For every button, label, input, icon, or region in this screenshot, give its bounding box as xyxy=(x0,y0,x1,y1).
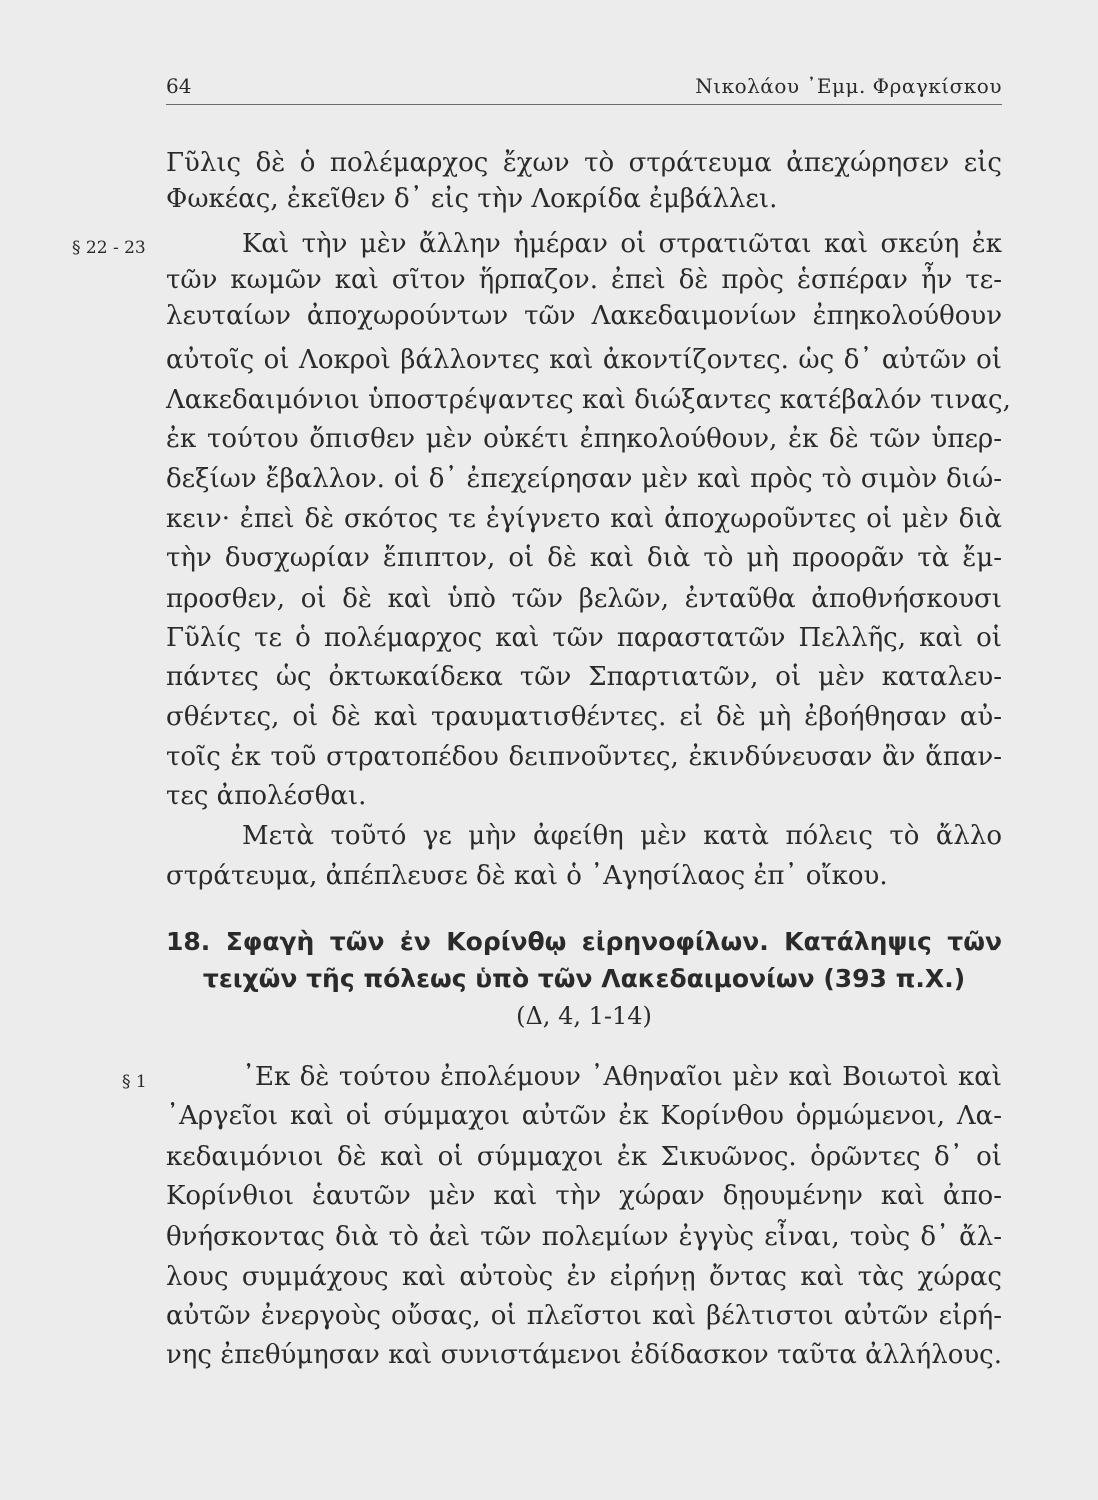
section-heading-line-2: τειχῶν τῆς πόλεως ὑπὸ τῶν Λακεδαιμονίων (393 π.Χ.) xyxy=(202,964,966,993)
text-line: Μετὰ τοῦτό γε μὴν ἀφείθη μὲν κατὰ πόλεις τὸ ἄλλο xyxy=(242,821,1002,851)
text-line: τῶν κωμῶν καὶ σῖτον ἥρπαζον. ἐπεὶ δὲ πρὸς ἑσπέραν ἦν τε- xyxy=(166,265,1002,295)
text-line: κειν· ἐπεὶ δὲ σκότος τε ἐγίγνετο καὶ ἀποχωροῦντες οἱ μὲν διὰ xyxy=(166,504,1002,534)
margin-note-section-22-23: § 22 - 23 xyxy=(72,238,146,258)
text-line: δεξίων ἔβαλλον. οἱ δ᾿ ἐπεχείρησαν μὲν καὶ πρὸς τὸ σιμὸν διώ- xyxy=(166,464,1002,494)
page-header xyxy=(166,74,1002,104)
running-head: Νικολάου ᾿Εμμ. Φραγκίσκου xyxy=(695,74,1002,98)
text-line: ἐκ τούτου ὄπισθεν μὲν οὐκέτι ἐπηκολούθουν, ἐκ δὲ τῶν ὑπερ- xyxy=(166,424,1002,454)
text-line: αὐτοῖς οἱ Λοκροὶ βάλλοντες καὶ ἀκοντίζοντες. ὡς δ᾿ αὐτῶν οἱ xyxy=(166,345,1002,375)
text-line: στράτευμα, ἀπέπλευσε δὲ καὶ ὁ ᾿Αγησίλαος ἐπ᾿ οἴκου. xyxy=(166,861,888,891)
text-line: νης ἐπεθύμησαν καὶ συνιστάμενοι ἐδίδασκον ταῦτα ἀλλήλους. xyxy=(166,1340,1002,1370)
text-line: τοῖς ἐκ τοῦ στρατοπέδου δειπνοῦντες, ἐκινδύνευσαν ἂν ἅπαν- xyxy=(166,742,1002,772)
text-line: θνήσκοντας διὰ τὸ ἀεὶ τῶν πολεμίων ἐγγὺς εἶναι, τοὺς δ᾿ ἄλ- xyxy=(166,1222,1002,1252)
section-reference: (Δ, 4, 1-14) xyxy=(516,1002,652,1030)
text-line: σθέντες, οἱ δὲ καὶ τραυματισθέντες. εἰ δὲ μὴ ἐβοήθησαν αὐ- xyxy=(166,702,1002,732)
text-line: Γῦλίς τε ὁ πολέμαρχος καὶ τῶν παραστατῶν Πελλῆς, καὶ οἱ xyxy=(166,623,1002,653)
section-heading-line-1: 18. Σφαγὴ τῶν ἐν Κορίνθῳ εἰρηνοφίλων. Κατάληψις τῶν xyxy=(166,927,1002,956)
text-line: Γῦλις δὲ ὁ πολέμαρχος ἔχων τὸ στράτευμα ἀπεχώρησεν εἰς xyxy=(166,148,1002,178)
header-rule xyxy=(166,104,1002,105)
text-line: Καὶ τὴν μὲν ἄλλην ἡμέραν οἱ στρατιῶται καὶ σκεύη ἐκ xyxy=(242,229,1002,259)
text-line: Κορίνθιοι ἑαυτῶν μὲν καὶ τὴν χώραν δῃουμένην καὶ ἀπο- xyxy=(166,1181,1002,1211)
text-line: Φωκέας, ἐκεῖθεν δ᾿ εἰς τὴν Λοκρίδα ἐμβάλλει. xyxy=(166,184,778,214)
text-line: Λακεδαιμόνιοι ὑποστρέψαντες καὶ διώξαντες κατέβαλόν τινας, xyxy=(166,385,1011,415)
text-line: αὐτῶν ἐνεργοὺς οὔσας, οἱ πλεῖστοι καὶ βέλτιστοι αὐτῶν εἰρή- xyxy=(166,1301,1002,1331)
text-line: τες ἀπολέσθαι. xyxy=(166,781,367,811)
text-line: κεδαιμόνιοι δὲ καὶ οἱ σύμμαχοι ἐκ Σικυῶνος. ὁρῶντες δ᾿ οἱ xyxy=(166,1142,1002,1172)
margin-note-section-1: § 1 xyxy=(122,1072,147,1092)
text-line: προσθεν, οἱ δὲ καὶ ὑπὸ τῶν βελῶν, ἐνταῦθα ἀποθνήσκουσι xyxy=(166,584,1002,614)
text-line: ᾿Εκ δὲ τούτου ἐπολέμουν ᾿Αθηναῖοι μὲν καὶ Βοιωτοὶ καὶ xyxy=(242,1062,1002,1092)
text-line: λους συμμάχους καὶ αὐτοὺς ἐν εἰρήνῃ ὄντας καὶ τὰς χώρας xyxy=(166,1262,1002,1292)
page-number: 64 xyxy=(166,74,192,98)
text-line: πάντες ὡς ὀκτωκαίδεκα τῶν Σπαρτιατῶν, οἱ μὲν καταλευ- xyxy=(166,662,1002,692)
text-line: λευταίων ἀποχωρούντων τῶν Λακεδαιμονίων ἐπηκολούθουν xyxy=(166,301,1002,331)
text-line: τὴν δυσχωρίαν ἔπιπτον, οἱ δὲ καὶ διὰ τὸ μὴ προορᾶν τὰ ἔμ- xyxy=(166,543,1002,573)
text-line: ᾿Αργεῖοι καὶ οἱ σύμμαχοι αὐτῶν ἐκ Κορίνθου ὁρμώμενοι, Λα- xyxy=(166,1101,1002,1131)
